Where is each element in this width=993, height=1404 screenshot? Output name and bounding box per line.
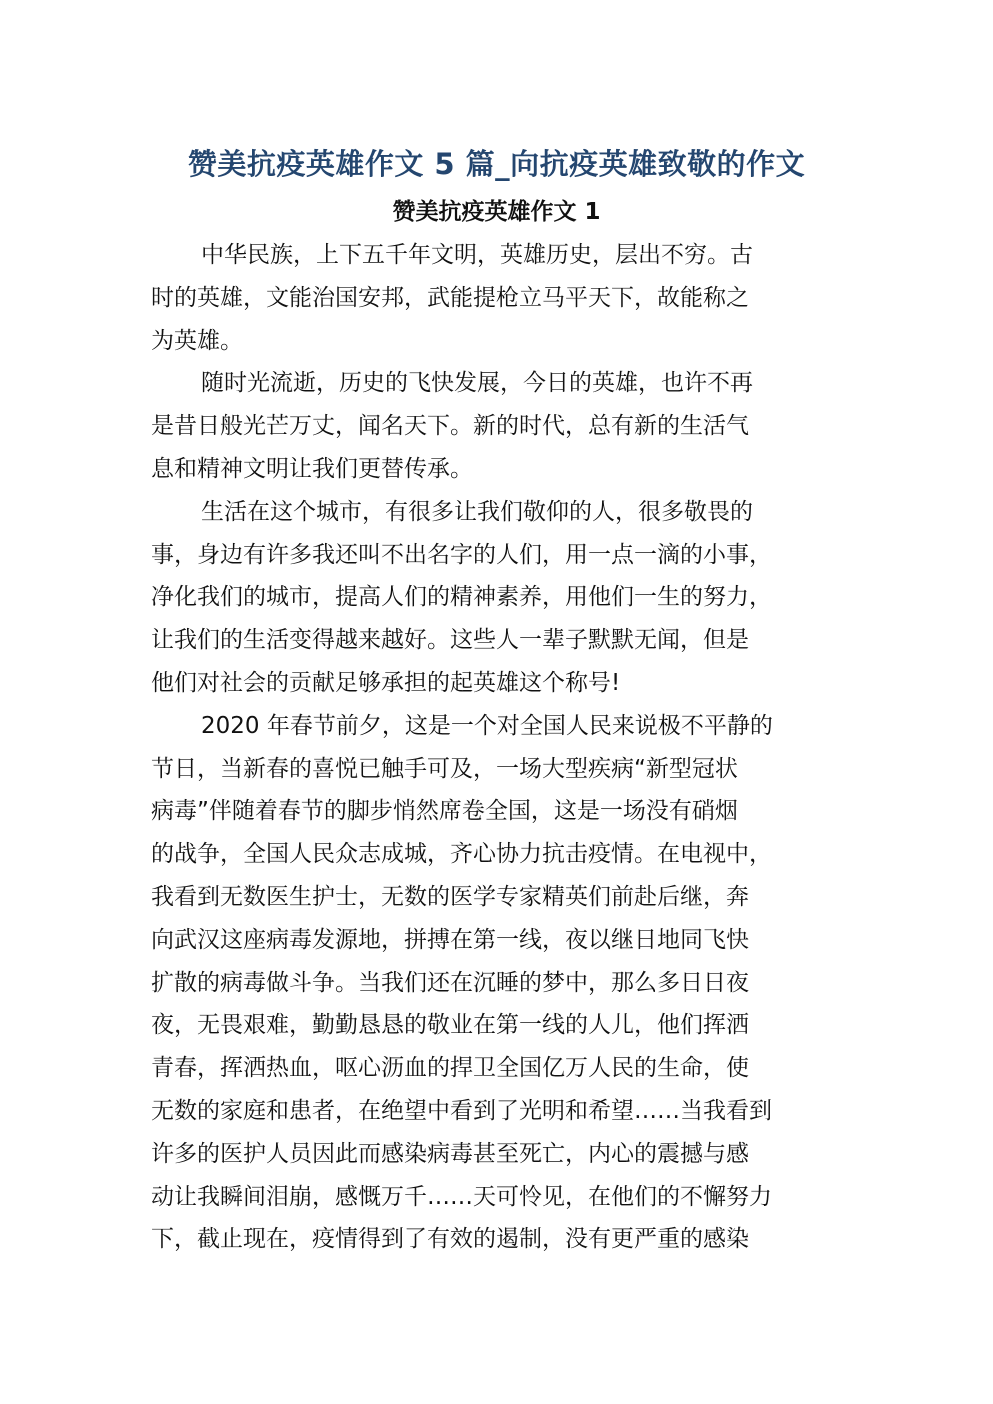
text-line: 随时光流逝，历史的飞快发展，今日的英雄，也许不再 [201,370,753,397]
text-line: 青春，挥洒热血，呕心沥血的捍卫全国亿万人民的生命，使 [151,1055,749,1082]
paragraph [151,234,831,362]
text-line: 净化我们的城市，提高人们的精神素养，用他们一生的努力， [151,584,772,611]
text-line: 节日，当新春的喜悦已触手可及，一场大型疾病“新型冠状 [151,755,738,782]
text-line: 让我们的生活变得越来越好。这些人一辈子默默无闻，但是 [151,627,749,654]
text-line: 息和精神文明让我们更替传承。 [151,455,473,482]
text-line: 夜，无畏艰难，勤勤恳恳的敬业在第一线的人儿，他们挥洒 [151,1012,749,1039]
text-line: 许多的医护人员因此而感染病毒甚至死亡，内心的震撼与感 [151,1140,749,1167]
text-line: 我看到无数医生护士，无数的医学专家精英们前赴后继，奔 [151,883,749,910]
paragraph [151,362,831,490]
text-line: 他们对社会的贡献足够承担的起英雄这个称号! [151,669,621,696]
text-line: 下，截止现在，疫情得到了有效的遏制，没有更严重的感染 [151,1226,749,1253]
body-text [151,234,831,1261]
section-title: 赞美抗疫英雄作文 1 [392,199,601,225]
paragraph [151,705,831,1261]
text-line: 事，身边有许多我还叫不出名字的人们，用一点一滴的小事， [151,541,772,568]
text-line: 扩散的病毒做斗争。当我们还在沉睡的梦中，那么多日日夜 [151,969,749,996]
text-line: 无数的家庭和患者，在绝望中看到了光明和希望……当我看到 [151,1097,772,1124]
text-line: 时的英雄，文能治国安邦，武能提枪立马平天下，故能称之 [151,284,749,311]
paragraph [151,491,831,705]
text-line: 动让我瞬间泪崩，感慨万千……天可怜见，在他们的不懈努力 [151,1183,772,1210]
text-line: 向武汉这座病毒发源地，拼搏在第一线，夜以继日地同飞快 [151,926,749,953]
text-line: 2020 年春节前夕，这是一个对全国人民来说极不平静的 [201,712,773,739]
text-line: 为英雄。 [151,327,243,354]
text-line: 中华民族，上下五千年文明，英雄历史，层出不穷。古 [201,242,753,268]
text-line: 生活在这个城市，有很多让我们敬仰的人，很多敬畏的 [201,498,753,525]
text-line: 是昔日般光芒万丈，闻名天下。新的时代，总有新的生活气 [151,413,749,440]
text-line: 病毒”伴随着春节的脚步悄然席卷全国，这是一场没有硝烟 [151,798,738,825]
text-line: 的战争，全国人民众志成城，齐心协力抗击疫情。在电视中， [151,841,772,868]
document-title: 赞美抗疫英雄作文 5 篇_向抗疫英雄致敬的作文 [187,147,806,181]
